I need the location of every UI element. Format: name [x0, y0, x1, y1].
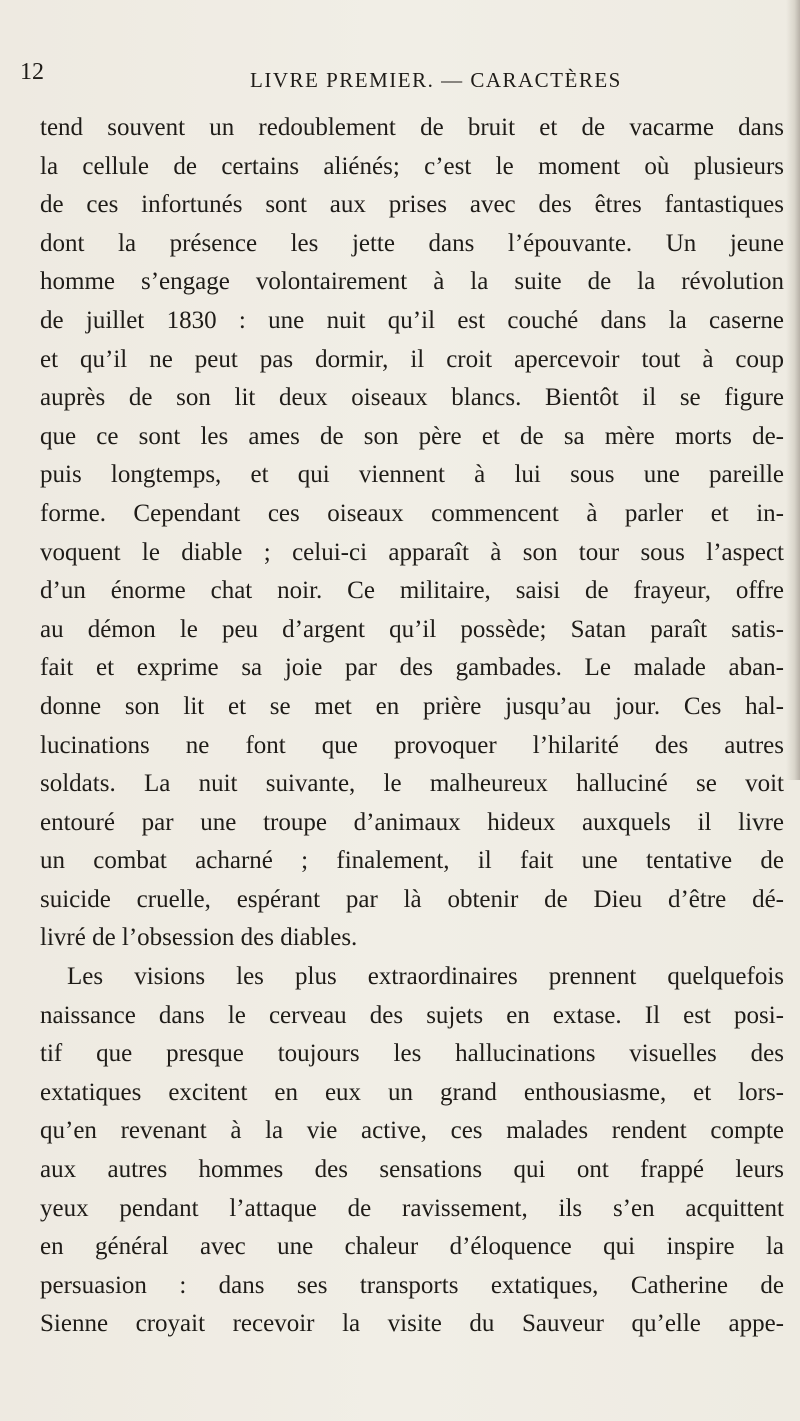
text-line: voquent le diable ; celui-ci apparaît à son tour sous l’aspect [40, 538, 784, 566]
text-line: lucinations ne font que provoquer l’hilarité des autres [40, 731, 784, 759]
text-line: la cellule de certains aliénés; c’est le moment où plusieurs [40, 152, 784, 180]
text-line: livré de l’obsession des diables. [40, 924, 358, 952]
text-line: donne son lit et se met en prière jusqu’au jour. Ces hal- [40, 692, 784, 720]
text-line: Les visions les plus extraordinaires prennent quelquefois [67, 963, 784, 991]
running-head: LIVRE PREMIER. — CARACTÈRES [250, 68, 622, 92]
page-number: 12 [20, 59, 44, 85]
text-line: forme. Cependant ces oiseaux commencent à parler et in- [40, 499, 784, 527]
text-line: extatiques excitent en eux un grand enthousiasme, et lors- [40, 1078, 784, 1106]
text-line: en général avec une chaleur d’éloquence qui inspire la [40, 1233, 784, 1261]
text-line: fait et exprime sa joie par des gambades. Le malade aban- [40, 654, 784, 682]
text-line: soldats. La nuit suivante, le malheureux halluciné se voit [40, 770, 784, 798]
text-line: Sienne croyait recevoir la visite du Sauveur qu’elle appe- [40, 1310, 784, 1338]
text-line: d’un énorme chat noir. Ce militaire, saisi de frayeur, offre [40, 577, 784, 605]
text-line: et qu’il ne peut pas dormir, il croit apercevoir tout à coup [40, 345, 784, 373]
text-line: que ce sont les ames de son père et de sa mère morts de- [40, 422, 784, 450]
page-edge-shadow [786, 0, 800, 780]
text-line: aux autres hommes des sensations qui ont frappé leurs [40, 1156, 784, 1184]
text-line: au démon le peu d’argent qu’il possède; Satan paraît satis- [40, 615, 784, 643]
text-line: de ces infortunés sont aux prises avec des êtres fantastiques [40, 191, 784, 219]
text-line: auprès de son lit deux oiseaux blancs. Bientôt il se figure [40, 384, 784, 412]
text-line: un combat acharné ; finalement, il fait une tentative de [40, 847, 784, 875]
text-line: naissance dans le cerveau des sujets en extase. Il est posi- [40, 1001, 784, 1029]
body-text [40, 109, 784, 1344]
text-line: tif que presque toujours les hallucinations visuelles des [40, 1040, 784, 1068]
text-line: tend souvent un redoublement de bruit et de vacarme dans [40, 114, 784, 141]
text-line: puis longtemps, et qui viennent à lui sous une pareille [40, 461, 784, 489]
text-line: de juillet 1830 : une nuit qu’il est couché dans la caserne [40, 306, 784, 334]
text-line: yeux pendant l’attaque de ravissement, ils s’en acquittent [40, 1194, 784, 1222]
text-line: entouré par une troupe d’animaux hideux auxquels il livre [40, 808, 784, 836]
text-line: dont la présence les jette dans l’épouvante. Un jeune [40, 229, 784, 257]
text-line: qu’en revenant à la vie active, ces malades rendent compte [40, 1117, 784, 1145]
text-line: homme s’engage volontairement à la suite de la révolution [40, 268, 784, 296]
text-line: persuasion : dans ses transports extatiques, Catherine de [40, 1271, 784, 1299]
text-line: suicide cruelle, espérant par là obtenir de Dieu d’être dé- [40, 885, 784, 913]
